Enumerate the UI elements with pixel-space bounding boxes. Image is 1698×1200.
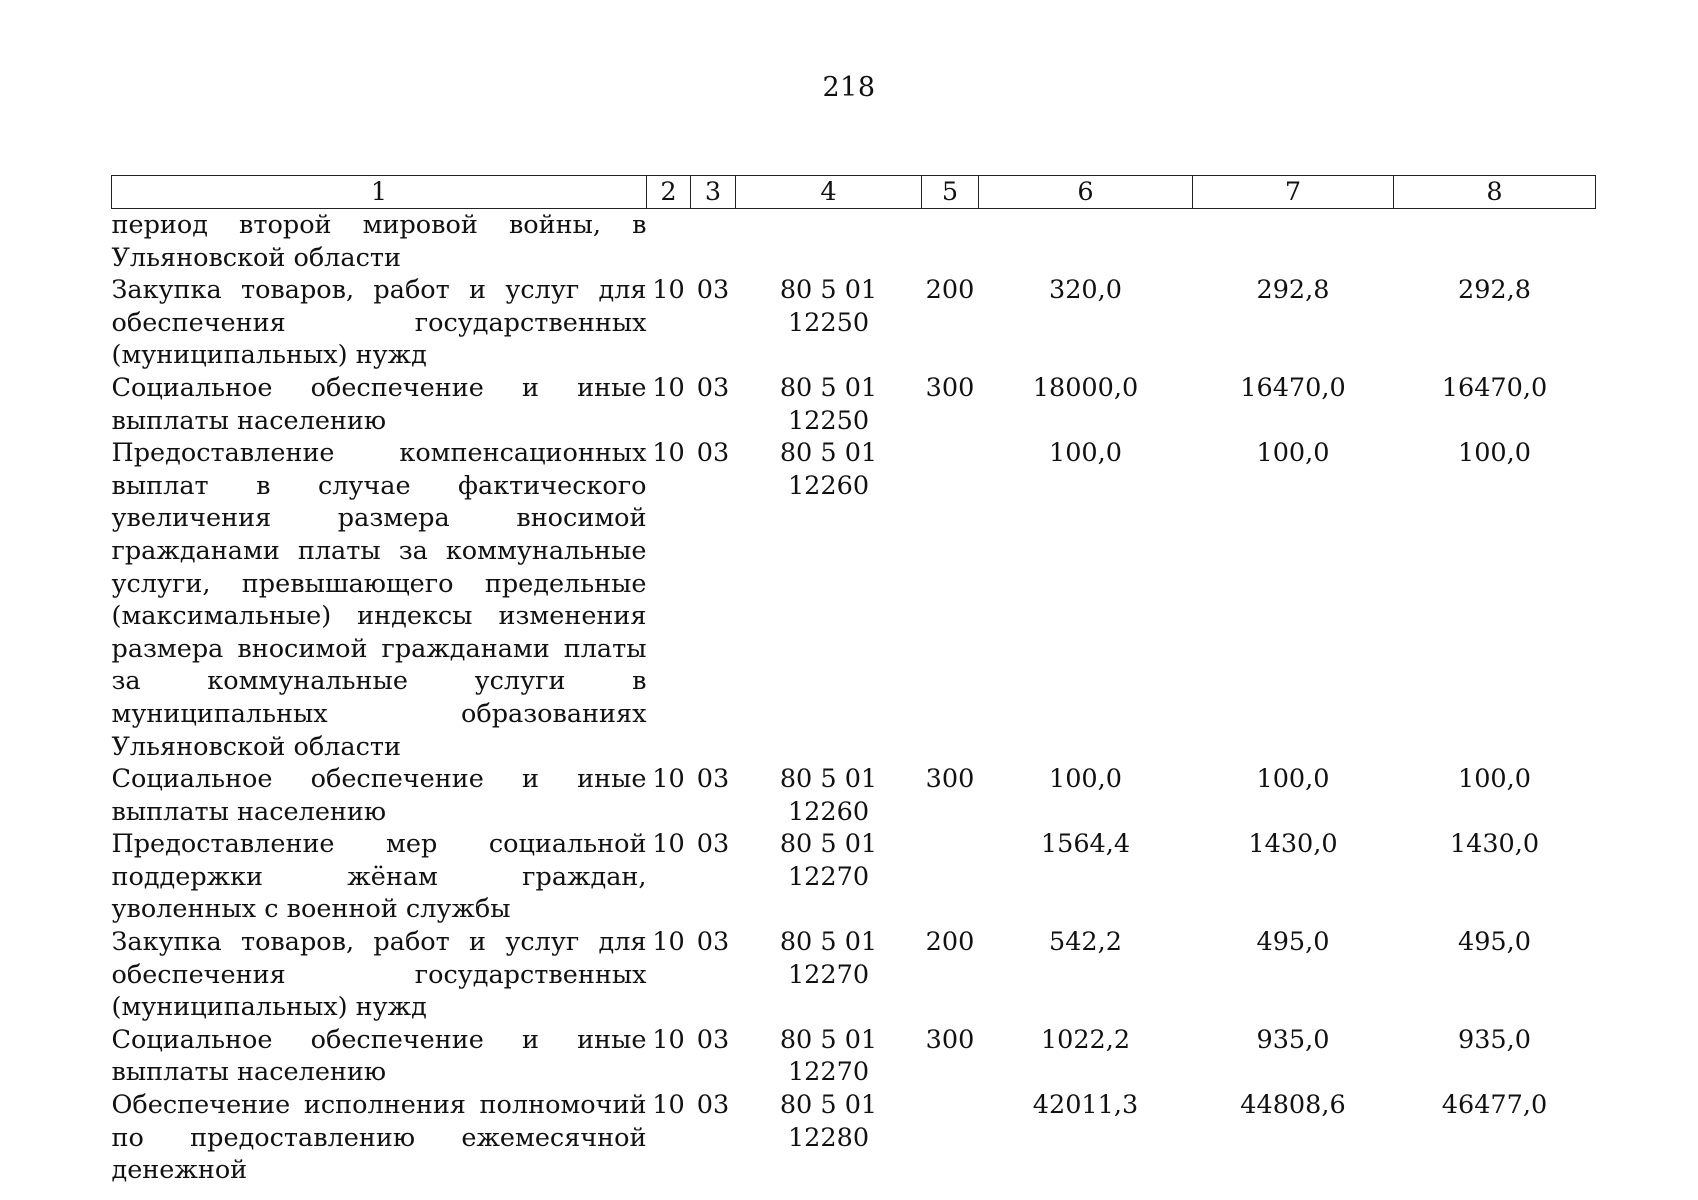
row-value-8: 935,0: [1457, 1024, 1531, 1055]
row-section: 10: [652, 1024, 685, 1055]
row-target-code: 80 5 01 12270: [779, 1024, 878, 1088]
row-expense-type: 200: [925, 275, 975, 306]
table-row: [112, 437, 1596, 763]
header-col-5: 5: [922, 176, 979, 209]
row-expense-type: 300: [925, 1024, 975, 1055]
row-description: Социальное обеспечение и иные выплаты населению: [111, 1024, 647, 1088]
row-description: Предоставление компенсационных выплат в случае фактического увеличения размера вносимой гражданами платы за коммунальные услуги, превышающего предельные (максимальные) индексы изменения размера вносимой гражданами платы за коммунальные услуги в муниципальных образованиях Ульяновской области: [111, 438, 647, 762]
row-section: 10: [652, 829, 685, 860]
row-value-8: 16470,0: [1441, 372, 1548, 403]
row-value-6: 1564,4: [1040, 829, 1131, 860]
table-row: [112, 274, 1596, 372]
row-expense-type: [922, 828, 979, 926]
row-subsection: 03: [696, 927, 730, 958]
page-number: 218: [822, 72, 876, 103]
row-section: 10: [652, 438, 685, 469]
row-expense-type: 300: [925, 764, 975, 795]
row-subsection: 03: [696, 275, 730, 306]
row-subsection: 03: [696, 764, 730, 795]
row-subsection: 03: [696, 1024, 730, 1055]
row-description: Закупка товаров, работ и услуг для обеспечения государственных (муниципальных) нужд: [111, 927, 647, 1023]
row-section: [647, 209, 691, 275]
row-value-7: 100,0: [1256, 438, 1330, 469]
row-value-8: 100,0: [1457, 438, 1531, 469]
table-row: [112, 926, 1596, 1024]
row-subsection: [691, 209, 736, 275]
row-section: 10: [652, 1090, 685, 1121]
row-description: Закупка товаров, работ и услуг для обеспечения государственных (муниципальных) нужд: [111, 275, 647, 371]
table-row: [112, 1089, 1596, 1187]
row-value-6: 542,2: [1048, 927, 1122, 958]
row-description: Обеспечение исполнения полномочий по предоставлению ежемесячной денежной: [111, 1090, 647, 1186]
row-value-6: 320,0: [1048, 275, 1122, 306]
row-target-code: 80 5 01 12260: [779, 764, 878, 827]
row-value-8: 46477,0: [1441, 1090, 1548, 1121]
row-value-7: 292,8: [1256, 275, 1330, 306]
row-description: Социальное обеспечение и иные выплаты населению: [111, 372, 647, 436]
row-expense-type: 200: [925, 927, 975, 958]
row-section: 10: [652, 372, 685, 403]
row-value-7: 1430,0: [1248, 829, 1338, 860]
header-col-8: 8: [1394, 176, 1596, 209]
row-target-code: 80 5 01 12270: [779, 829, 878, 892]
row-section: 10: [652, 927, 685, 958]
row-value-7: 935,0: [1256, 1024, 1330, 1055]
header-row: [112, 176, 1596, 209]
row-target-code: [736, 209, 922, 275]
row-target-code: 80 5 01 12280: [779, 1090, 878, 1153]
row-value-7: 495,0: [1256, 927, 1330, 958]
row-target-code: 80 5 01 12250: [779, 372, 878, 436]
row-value-8: [1394, 209, 1596, 275]
row-subsection: 03: [696, 372, 730, 403]
row-target-code: 80 5 01 12260: [779, 438, 878, 501]
row-section: 10: [652, 275, 685, 306]
row-description: период второй мировой войны, в Ульяновской области: [111, 210, 647, 273]
row-expense-type: [922, 437, 979, 763]
row-target-code: 80 5 01 12270: [779, 927, 878, 990]
row-value-7: 16470,0: [1240, 372, 1346, 403]
header-col-3: 3: [691, 176, 736, 209]
row-value-7: 44808,6: [1240, 1090, 1346, 1121]
row-description: Социальное обеспечение и иные выплаты населению: [111, 764, 647, 827]
budget-table: [111, 175, 1596, 1187]
header-col-7: 7: [1193, 176, 1394, 209]
row-value-6: 1022,2: [1040, 1024, 1131, 1055]
row-expense-type: [922, 209, 979, 275]
table-row: [112, 1024, 1596, 1089]
table-row: [112, 209, 1596, 275]
header-col-6: 6: [979, 176, 1193, 209]
row-expense-type: [922, 1089, 979, 1187]
row-value-6: [979, 209, 1193, 275]
row-value-6: 100,0: [1048, 764, 1122, 795]
row-section: 10: [652, 764, 685, 795]
row-value-6: 18000,0: [1032, 372, 1139, 403]
row-value-8: 495,0: [1457, 927, 1531, 958]
row-subsection: 03: [696, 1090, 730, 1121]
header-col-4: 4: [736, 176, 922, 209]
row-subsection: 03: [696, 829, 730, 860]
row-description: Предоставление мер социальной поддержки жёнам граждан, уволенных с военной службы: [111, 829, 647, 925]
row-value-7: [1193, 209, 1394, 275]
table-row: [112, 372, 1596, 437]
table-row: [112, 828, 1596, 926]
row-value-8: 1430,0: [1449, 829, 1540, 860]
row-value-6: 42011,3: [1032, 1090, 1139, 1121]
row-value-8: 292,8: [1457, 275, 1531, 306]
table-row: [112, 763, 1596, 828]
row-value-8: 100,0: [1457, 764, 1531, 795]
row-value-6: 100,0: [1048, 438, 1122, 469]
header-col-2: 2: [647, 176, 691, 209]
row-expense-type: 300: [925, 372, 975, 403]
row-value-7: 100,0: [1256, 764, 1330, 795]
header-col-1: 1: [112, 176, 647, 209]
row-target-code: 80 5 01 12250: [779, 275, 878, 338]
row-subsection: 03: [696, 438, 730, 469]
